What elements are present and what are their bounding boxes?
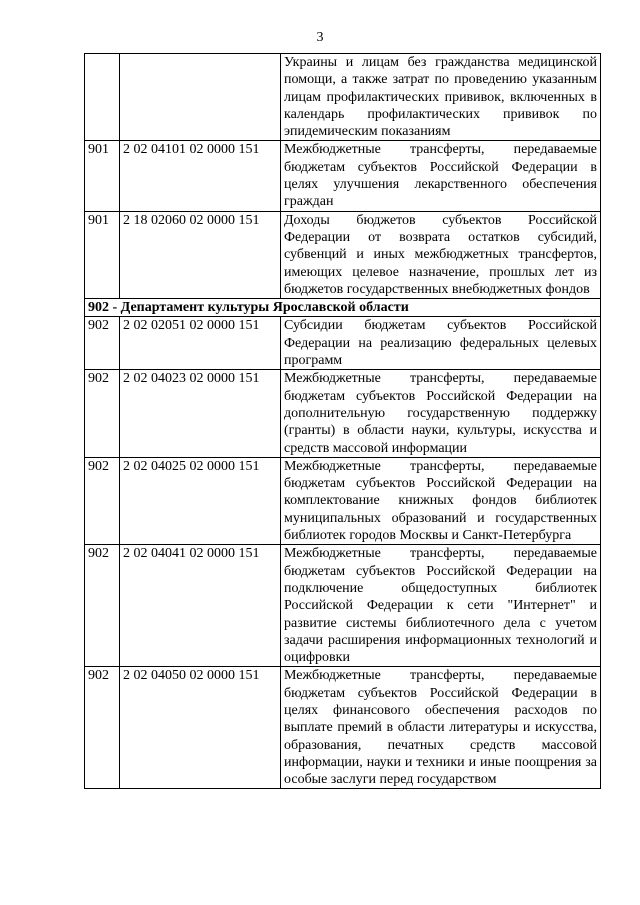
revenue-code-cell: 2 02 02051 02 0000 151	[120, 317, 281, 370]
revenue-name-cell: Межбюджетные трансферты, передаваемые бюджетам субъектов Российской Федерации на дополнительную государственную поддержку (гранты) в области науки, культуры, искусства и средств массовой информации	[281, 370, 601, 457]
section-header-row	[85, 299, 601, 317]
admin-code-cell	[85, 54, 120, 141]
revenue-code-cell	[120, 54, 281, 141]
revenue-code-cell: 2 02 04025 02 0000 151	[120, 457, 281, 544]
revenue-name-cell: Межбюджетные трансферты, передаваемые бюджетам субъектов Российской Федерации на комплектование книжных фондов библиотек муниципальных образований и государственных библиотек городов Москвы и Санкт-Петербурга	[281, 457, 601, 544]
table-row	[85, 54, 601, 141]
admin-code-cell: 902	[85, 457, 120, 544]
admin-code-cell: 902	[85, 545, 120, 667]
table-row	[85, 545, 601, 667]
table-row	[85, 211, 601, 298]
page-number: 3	[316, 30, 324, 45]
revenue-name-cell: Субсидии бюджетам субъектов Российской Федерации на реализацию федеральных целевых программ	[281, 317, 601, 370]
table-row	[85, 457, 601, 544]
table-row	[85, 317, 601, 370]
revenue-name-cell: Межбюджетные трансферты, передаваемые бюджетам субъектов Российской Федерации на подключение общедоступных библиотек Российской Федерации к сети "Интернет" и развитие системы библиотечного дела с учетом задачи расширения информационных технологий и оцифровки	[281, 545, 601, 667]
revenue-name-cell: Доходы бюджетов субъектов Российской Федерации от возврата остатков субсидий, субвенций и иных межбюджетных трансфертов, имеющих целевое назначение, прошлых лет из бюджетов государственных внебюджетных фондов	[281, 211, 601, 298]
admin-code-cell: 902	[85, 317, 120, 370]
admin-code-cell: 902	[85, 370, 120, 457]
revenue-code-cell: 2 02 04101 02 0000 151	[120, 141, 281, 211]
table-row	[85, 667, 601, 789]
budget-revenue-table	[84, 53, 601, 789]
revenue-name-cell: Межбюджетные трансферты, передаваемые бюджетам субъектов Российской Федерации в целях финансового обеспечения расходов по выплате премий в области литературы и искусства, образования, печатных средств массовой информации, науки и техники и иные поощрения за особые заслуги перед государством	[281, 667, 601, 789]
revenue-name-cell: Украины и лицам без гражданства медицинской помощи, а также затрат по проведению указанным лицам профилактических прививок, включенных в календарь профилактических прививок по эпидемическим показаниям	[281, 54, 601, 141]
revenue-code-cell: 2 02 04050 02 0000 151	[120, 667, 281, 789]
table-row	[85, 370, 601, 457]
revenue-code-cell: 2 18 02060 02 0000 151	[120, 211, 281, 298]
revenue-name-cell: Межбюджетные трансферты, передаваемые бюджетам субъектов Российской Федерации в целях улучшения лекарственного обеспечения граждан	[281, 141, 601, 211]
revenue-code-cell: 2 02 04023 02 0000 151	[120, 370, 281, 457]
admin-code-cell: 901	[85, 141, 120, 211]
table-row	[85, 141, 601, 211]
revenue-code-cell: 2 02 04041 02 0000 151	[120, 545, 281, 667]
section-title: 902 - Департамент культуры Ярославской области	[85, 299, 601, 317]
admin-code-cell: 902	[85, 667, 120, 789]
admin-code-cell: 901	[85, 211, 120, 298]
